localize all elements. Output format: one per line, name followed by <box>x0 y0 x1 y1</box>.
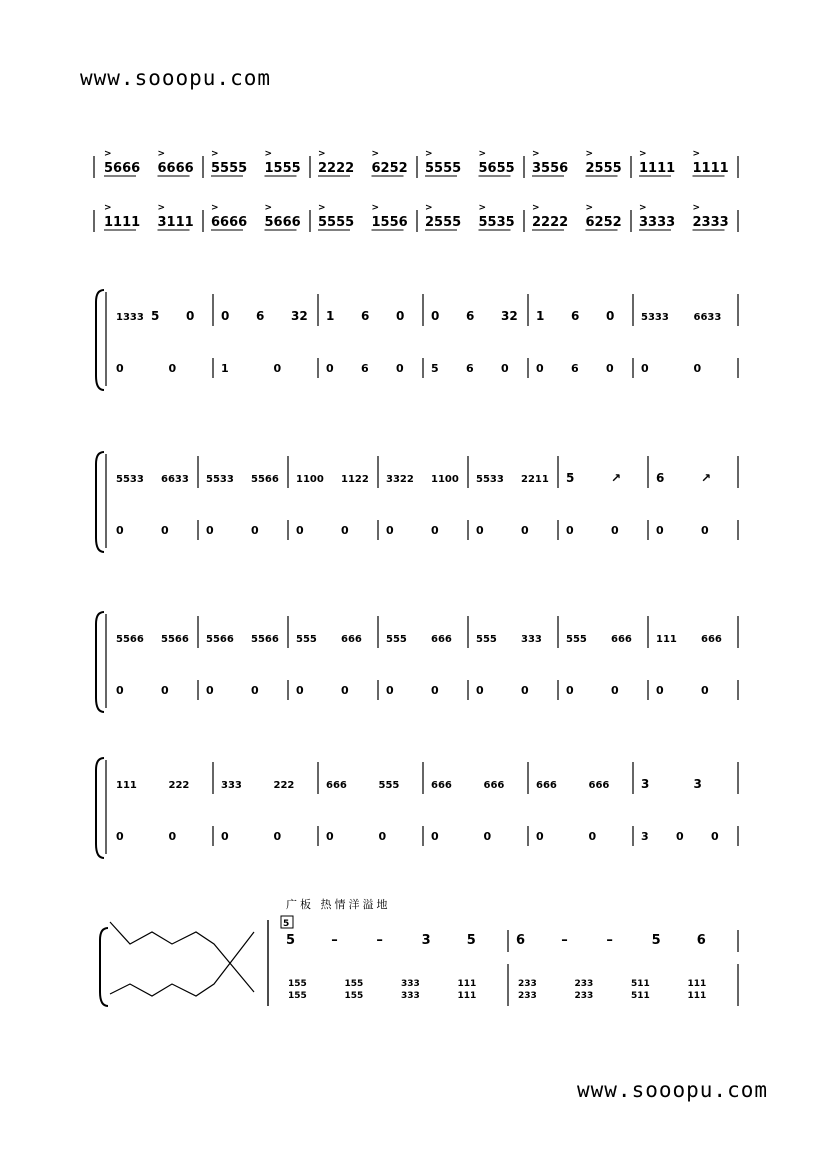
upper-note: 5 <box>286 933 296 948</box>
upper-note-group: 5533 <box>476 474 504 485</box>
lower-chord-row: 333 <box>401 991 420 1001</box>
lower-note-group: 0 <box>521 684 529 697</box>
note-group: 5555 <box>211 161 248 176</box>
upper-note-group: 1 <box>326 309 335 323</box>
upper-note-group: 5566 <box>251 474 279 485</box>
lower-note-group: 3 <box>641 830 649 843</box>
upper-note: – <box>376 933 383 948</box>
lower-note-group: 0 <box>296 524 304 537</box>
lower-note-group: 0 <box>431 684 439 697</box>
lower-note-group: 0 <box>386 524 394 537</box>
upper-note-group: 5533 <box>116 474 144 485</box>
system-brace <box>96 452 104 552</box>
upper-note-group: 555 <box>566 634 587 645</box>
lower-note-group: 0 <box>476 524 484 537</box>
lower-chord-row: 511 <box>631 979 650 989</box>
lower-chord-row: 155 <box>288 979 307 989</box>
lower-note-group: 0 <box>656 684 664 697</box>
lower-note-group: 0 <box>588 830 597 843</box>
lower-note-group: 0 <box>701 524 709 537</box>
lower-chord-row: 155 <box>344 991 364 1001</box>
upper-note-group: 3322 <box>386 474 414 485</box>
rehearsal-mark: 5 <box>283 919 290 929</box>
accent-mark: > <box>478 203 487 213</box>
upper-note-group: 0 <box>396 309 405 323</box>
lower-note-group: 0 <box>431 830 439 843</box>
lower-chord-row: 233 <box>574 991 594 1001</box>
lower-note-group: 0 <box>116 362 124 375</box>
note-group: 5535 <box>478 215 515 230</box>
note-group: 5555 <box>425 161 462 176</box>
upper-note-group: 3 <box>693 777 702 791</box>
upper-note-group: 5566 <box>116 634 144 645</box>
note-group: 3333 <box>639 215 676 230</box>
note-group: 3111 <box>157 215 194 230</box>
upper-note-group: 0 <box>606 309 615 323</box>
upper-note-group: 666 <box>701 634 722 645</box>
lower-note-group: 0 <box>116 830 124 843</box>
lower-note-group: 5 <box>431 362 439 375</box>
upper-note-group: 333 <box>221 780 242 791</box>
tempo-marking: 广板 热情洋溢地 <box>286 898 391 911</box>
lower-note-group: 0 <box>251 524 259 537</box>
upper-note-group: 666 <box>431 780 452 791</box>
upper-note: 6 <box>516 933 526 948</box>
lower-chord-row: 233 <box>518 979 537 989</box>
accent-mark: > <box>371 149 380 159</box>
accent-mark: > <box>318 149 326 159</box>
lower-note-group: 0 <box>296 684 304 697</box>
lower-note-group: 0 <box>693 362 702 375</box>
upper-note: 3 <box>421 933 431 948</box>
upper-note-group: 333 <box>521 634 542 645</box>
watermark-bottom: www.sooopu.com <box>577 1078 769 1102</box>
accent-mark: > <box>264 149 273 159</box>
note-group: 5555 <box>318 215 355 230</box>
upper-note-group: 6 <box>571 309 580 323</box>
note-group: 1556 <box>371 215 408 230</box>
upper-note-group: 1333 <box>116 312 144 323</box>
note-group: 2555 <box>425 215 462 230</box>
upper-note-group: 666 <box>611 634 632 645</box>
note-group: 2555 <box>585 161 622 176</box>
lower-note-group: 0 <box>116 684 124 697</box>
system-brace <box>100 928 108 1006</box>
lower-note-group: 0 <box>161 684 169 697</box>
upper-note-group: 6 <box>656 471 665 485</box>
lower-note-group: 0 <box>206 684 214 697</box>
note-group: 6252 <box>585 215 622 230</box>
upper-note-group: 666 <box>326 780 347 791</box>
lower-chord-row: 111 <box>687 979 707 989</box>
note-group: 2333 <box>692 215 729 230</box>
upper-note-group: 32 <box>291 309 308 323</box>
lower-note-group: 0 <box>431 524 439 537</box>
accent-mark: > <box>157 149 166 159</box>
lower-chord-row: 155 <box>344 979 364 989</box>
note-group: 1111 <box>104 215 141 230</box>
system-brace <box>96 612 104 712</box>
upper-note-group: 555 <box>296 634 317 645</box>
upper-note-group: 1100 <box>296 474 324 485</box>
lower-note-group: 0 <box>711 830 719 843</box>
upper-note-group: 666 <box>588 780 610 791</box>
lower-note-group: 0 <box>701 684 709 697</box>
upper-note-group: 5566 <box>206 634 234 645</box>
accent-mark: > <box>585 149 594 159</box>
accent-mark: > <box>104 203 112 213</box>
note-group: 6252 <box>371 161 408 176</box>
lower-chord-row: 333 <box>401 979 420 989</box>
upper-note: 6 <box>696 933 706 948</box>
accent-mark: > <box>371 203 380 213</box>
upper-note-group: 111 <box>656 634 677 645</box>
lower-note-group: 0 <box>501 362 509 375</box>
upper-note-group: 0 <box>221 309 230 323</box>
accent-mark: > <box>639 203 647 213</box>
lower-note-group: 0 <box>326 830 334 843</box>
upper-note-group: 32 <box>501 309 518 323</box>
lower-note-group: 1 <box>221 362 229 375</box>
watermark-top: www.sooopu.com <box>80 66 272 90</box>
upper-note-group: 5333 <box>641 312 669 323</box>
upper-note-group: 222 <box>168 780 190 791</box>
upper-note-group: 555 <box>476 634 497 645</box>
upper-note-group: ↗ <box>701 471 712 485</box>
lower-note-group: 0 <box>641 362 649 375</box>
upper-note: 5 <box>651 933 661 948</box>
lower-chord-row: 511 <box>631 991 650 1001</box>
note-group: 5666 <box>104 161 141 176</box>
accent-mark: > <box>585 203 594 213</box>
lower-note-group: 0 <box>273 362 282 375</box>
upper-note: – <box>561 933 568 948</box>
lower-chord-row: 233 <box>574 979 594 989</box>
upper-note-group: 555 <box>386 634 407 645</box>
lower-chord-row: 111 <box>687 991 707 1001</box>
note-group: 6666 <box>157 161 194 176</box>
upper-note-group: 666 <box>431 634 452 645</box>
lower-note-group: 0 <box>676 830 684 843</box>
upper-note-group: 555 <box>378 780 400 791</box>
lower-note-group: 0 <box>521 524 529 537</box>
upper-note-group: 666 <box>341 634 362 645</box>
lower-note-group: 0 <box>611 524 619 537</box>
lower-note-group: 0 <box>536 362 544 375</box>
upper-note-group: 6633 <box>693 312 722 323</box>
lower-note-group: 0 <box>566 684 574 697</box>
lower-note-group: 0 <box>611 684 619 697</box>
upper-note-group: 1100 <box>431 474 459 485</box>
upper-note-group: 6 <box>361 309 370 323</box>
upper-note-group: 222 <box>273 780 295 791</box>
upper-note-group: 5 <box>151 309 160 323</box>
accent-mark: > <box>264 203 273 213</box>
upper-note: – <box>606 933 613 948</box>
upper-note-group: 6633 <box>161 474 189 485</box>
lower-note-group: 0 <box>396 362 404 375</box>
note-group: 6666 <box>211 215 248 230</box>
lower-note-group: 0 <box>566 524 574 537</box>
lower-note-group: 0 <box>378 830 387 843</box>
upper-note-group: 666 <box>536 780 557 791</box>
lower-note-group: 0 <box>536 830 544 843</box>
accent-mark: > <box>692 149 701 159</box>
upper-note-group: 1 <box>536 309 545 323</box>
lower-note-group: 0 <box>221 830 229 843</box>
accent-mark: > <box>478 149 487 159</box>
system-brace <box>96 290 104 390</box>
note-group: 2222 <box>318 161 355 176</box>
accent-mark: > <box>211 149 219 159</box>
upper-note-group: ↗ <box>611 471 622 485</box>
lower-chord-row: 111 <box>457 979 477 989</box>
note-group: 3556 <box>532 161 569 176</box>
lower-note-group: 0 <box>273 830 282 843</box>
accent-mark: > <box>211 203 219 213</box>
accent-mark: > <box>425 203 433 213</box>
accent-mark: > <box>318 203 326 213</box>
accent-mark: > <box>157 203 166 213</box>
upper-note-group: 3 <box>641 777 650 791</box>
lower-note-group: 0 <box>251 684 259 697</box>
lower-note-group: 0 <box>206 524 214 537</box>
accent-mark: > <box>532 203 540 213</box>
note-group: 5655 <box>478 161 515 176</box>
note-group: 1555 <box>264 161 301 176</box>
lower-note-group: 0 <box>168 830 177 843</box>
accent-mark: > <box>425 149 433 159</box>
lower-note-group: 0 <box>656 524 664 537</box>
accent-mark: > <box>639 149 647 159</box>
upper-note-group: 5566 <box>251 634 279 645</box>
lower-note-group: 0 <box>341 684 349 697</box>
lower-note-group: 0 <box>341 524 349 537</box>
upper-note-group: 1122 <box>341 474 369 485</box>
upper-note-group: 5 <box>566 471 575 485</box>
gesture-arrow-upper <box>110 922 254 992</box>
upper-note-group: 0 <box>431 309 440 323</box>
lower-note-group: 6 <box>571 362 579 375</box>
lower-note-group: 6 <box>466 362 474 375</box>
accent-mark: > <box>104 149 112 159</box>
upper-note-group: 5533 <box>206 474 234 485</box>
lower-chord-row: 155 <box>288 991 307 1001</box>
lower-note-group: 0 <box>161 524 169 537</box>
note-group: 5666 <box>264 215 301 230</box>
note-group: 1111 <box>692 161 729 176</box>
accent-mark: > <box>692 203 701 213</box>
upper-note-group: 111 <box>116 780 137 791</box>
upper-note: – <box>331 933 338 948</box>
lower-note-group: 0 <box>326 362 334 375</box>
upper-note: 5 <box>466 933 476 948</box>
upper-note-group: 6 <box>466 309 475 323</box>
lower-note-group: 0 <box>168 362 177 375</box>
system-brace <box>96 758 104 858</box>
upper-note-group: 2211 <box>521 474 549 485</box>
lower-note-group: 6 <box>361 362 369 375</box>
note-group: 2222 <box>532 215 569 230</box>
upper-note-group: 666 <box>483 780 505 791</box>
lower-note-group: 0 <box>476 684 484 697</box>
upper-note-group: 5566 <box>161 634 189 645</box>
upper-note-group: 0 <box>186 309 195 323</box>
lower-note-group: 0 <box>483 830 492 843</box>
accent-mark: > <box>532 149 540 159</box>
note-group: 1111 <box>639 161 676 176</box>
gesture-arrow-lower <box>110 932 254 996</box>
lower-note-group: 0 <box>386 684 394 697</box>
upper-note-group: 6 <box>256 309 265 323</box>
lower-chord-row: 111 <box>457 991 477 1001</box>
lower-note-group: 0 <box>606 362 614 375</box>
lower-note-group: 0 <box>116 524 124 537</box>
lower-chord-row: 233 <box>518 991 537 1001</box>
